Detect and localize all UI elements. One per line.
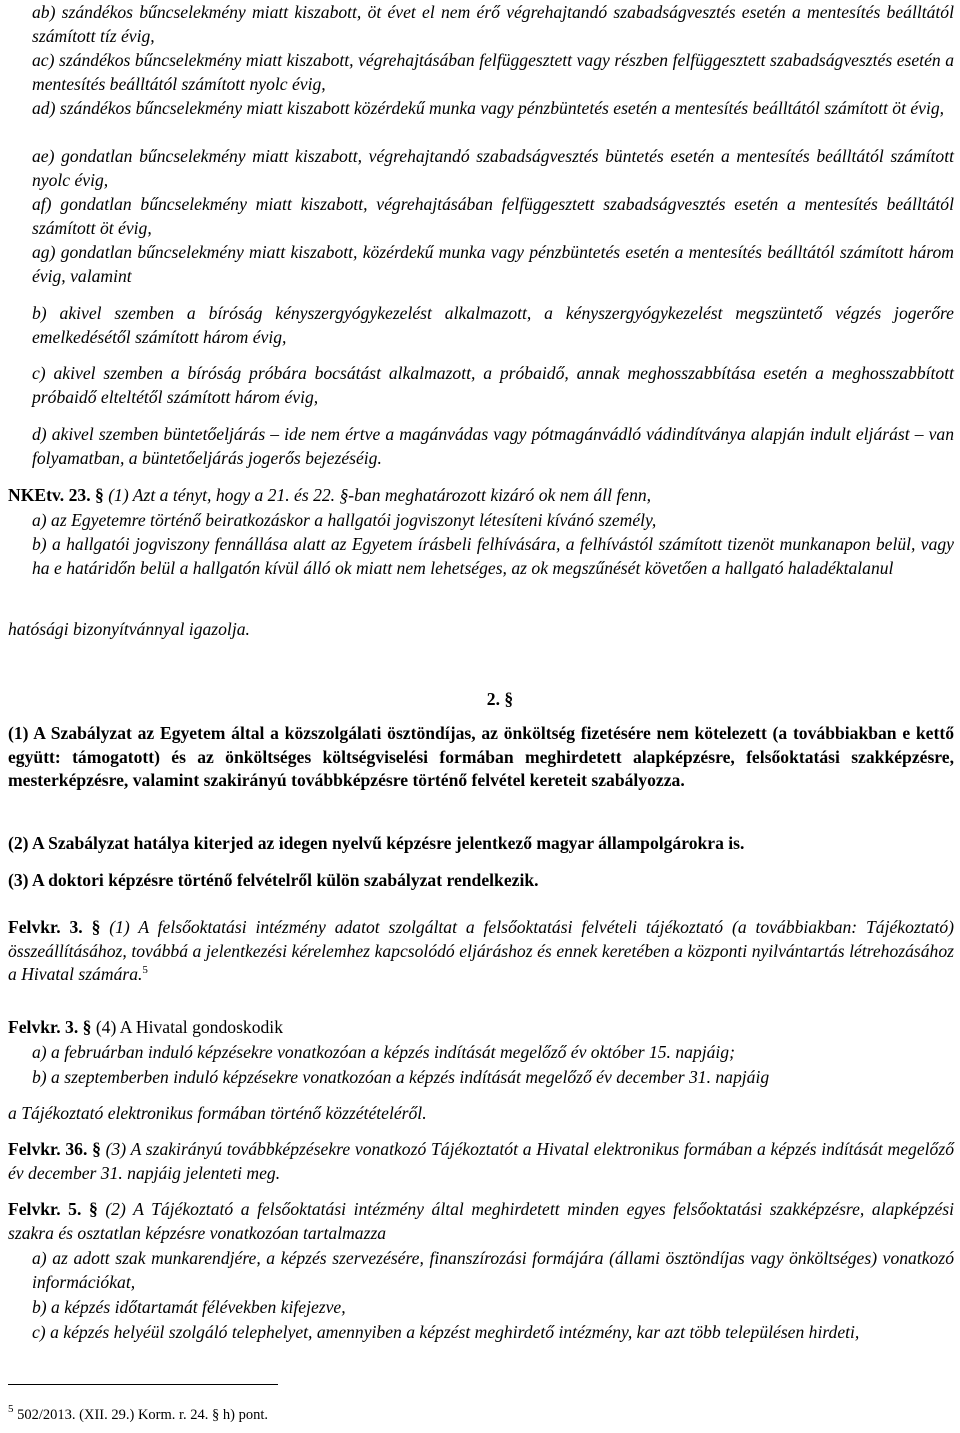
section-number: 2. §	[486, 689, 514, 709]
felvkr3-4-ref: Felvkr. 3. §	[8, 1017, 92, 1037]
felvkr5-item-c: c) a képzés helyéül szolgáló telephelyet, amennyiben a képzést meghirdető intézmény, kar azt több településen hirdeti,	[32, 1322, 860, 1342]
list-item-af: af) gondatlan bűncselekmény miatt kiszabott, végrehajtásában felfüggesztett szabadságvesztés esetén a mentesítés beálltától számított öt évig,	[32, 194, 954, 238]
list-item-ae: ae) gondatlan bűncselekmény miatt kiszabott, végrehajtandó szabadságvesztés büntetés esetén a mentesítés beálltától számított nyolc évig,	[32, 146, 954, 190]
felvkr5-item-b: b) a képzés időtartamát félévekben kifejezve,	[32, 1297, 346, 1317]
nketv-paragraph	[8, 484, 954, 508]
felvkr3-1-text: (1) A felsőoktatási intézmény adatot szolgáltat a felsőoktatási felvételi tájékoztató (a továbbiakban: Tájékoztató) összeállításához, továbbá a jelentkezési kérelemhez kapcsolódó eljáráshoz és ennek keretében a központi nyilvántartás létrehozásához a Hivatal számára.	[8, 917, 954, 985]
felvkr5-text: (2) A Tájékoztató a felsőoktatási intézmény által meghirdetett minden egyes felsőoktatási szakképzésre, alapképzési szakra és osztatlan képzésre vonatkozóan tartalmazza	[8, 1199, 954, 1243]
felvkr3-4-item-b: b) a szeptemberben induló képzésekre vonatkozóan a képzés indítását megelőző év december 31. napjáig	[32, 1067, 770, 1087]
felvkr5-item-a: a) az adott szak munkarendjére, a képzés szervezésére, finanszírozási formájára (állami ösztöndíjas vagy önköltséges) vonatkozó információkat,	[32, 1248, 954, 1292]
point-b: b) akivel szemben a bíróság kényszergyógykezelést alkalmazott, a kényszergyógykezelést megszüntető végzés jogerőre emelkedésétől számított három évig,	[32, 303, 954, 347]
footnote	[8, 1403, 269, 1424]
list-item-ac: ac) szándékos bűncselekmény miatt kiszabott, végrehajtásában felfüggesztett vagy részben felfüggesztett szabadságvesztés esetén a mentesítés beálltától számított nyolc évig,	[32, 50, 954, 94]
nketv-item-b: b) a hallgatói jogviszony fennállása alatt az Egyetem írásbeli felhívására, a felhívástól számított tizenöt munkanapon belül, vagy ha e határidőn belül a hallgatón kívül álló ok miatt nem lehetséges, az ok megszűnését követően a hallgató haladéktalanul	[32, 534, 954, 578]
section-para-1: (1) A Szabályzat az Egyetem által a közszolgálati ösztöndíjas, az önköltség fizetésére nem kötelezett (a továbbiakban e kettő együtt: támogatott) és az önköltséges költségviselési formában meghirdetett alapképzésre, felsőoktatási szakképzésre, mesterképzésre, valamint szakirányú továbbképzésre történő felvétel kereteit szabályozza.	[8, 723, 954, 791]
felvkr36-ref: Felvkr. 36. §	[8, 1139, 101, 1159]
felvkr5-ref: Felvkr. 5. §	[8, 1199, 98, 1219]
felvkr36-text: (3) A szakirányú továbbképzésekre vonatkozó Tájékoztatót a Hivatal elektronikus formában a képzés indítását megelőző év december 31. napjáig jelenteti meg.	[8, 1139, 954, 1183]
felvkr5-paragraph	[8, 1198, 954, 1245]
section-para-3: (3) A doktori képzésre történő felvételről külön szabályzat rendelkezik.	[8, 870, 539, 890]
footnote-reference[interactable]: 5	[142, 964, 148, 977]
felvkr3-4-paragraph	[8, 1016, 954, 1040]
footnote-divider	[8, 1384, 278, 1385]
nketv-item-a: a) az Egyetemre történő beiratkozáskor a hallgatói jogviszonyt létesíteni kívánó személy,	[32, 510, 657, 530]
footnote-text: 502/2013. (XII. 29.) Korm. r. 24. § h) pont.	[13, 1407, 269, 1423]
nketv-ref: NKEtv. 23. §	[8, 485, 104, 505]
point-c: c) akivel szemben a bíróság próbára bocsátást alkalmazott, a próbaidő, annak meghosszabbítása esetén a meghosszabbított próbaidő elteltétől számított három évig,	[32, 363, 954, 407]
point-d: d) akivel szemben büntetőeljárás – ide nem értve a magánvádas vagy pótmagánvádló vádindítványa alapján indult eljárást – van folyamatban, a büntetőeljárás jogerős bejezéséig.	[32, 424, 954, 468]
list-item-ab: ab) szándékos bűncselekmény miatt kiszabott, öt évet el nem érő végrehajtandó szabadságvesztés esetén a mentesítés beálltától számított tíz évig,	[32, 2, 954, 46]
felvkr3-1-paragraph	[8, 916, 954, 987]
felvkr3-1-ref: Felvkr. 3. §	[8, 917, 101, 937]
list-item-ad: ad) szándékos bűncselekmény miatt kiszabott közérdekű munka vagy pénzbüntetés esetén a mentesítés beálltától számított öt évig,	[32, 98, 945, 118]
felvkr3-4-text: (4) A Hivatal gondoskodik	[91, 1017, 283, 1037]
list-item-ag: ag) gondatlan bűncselekmény miatt kiszabott, közérdekű munka vagy pénzbüntetés esetén a mentesítés beálltától számított három évig, valamint	[32, 242, 954, 286]
nketv-text: (1) Azt a tényt, hogy a 21. és 22. §-ban meghatározott kizáró ok nem áll fenn,	[103, 485, 652, 505]
nketv-closing: hatósági bizonyítvánnyal igazolja.	[8, 619, 250, 639]
footnote-mark: 5	[8, 1403, 14, 1415]
section-para-2: (2) A Szabályzat hatálya kiterjed az idegen nyelvű képzésre jelentkező magyar állampolgárokra is.	[8, 833, 745, 853]
felvkr3-4-closing: a Tájékoztató elektronikus formában történő közzétételéről.	[8, 1103, 427, 1123]
felvkr3-4-item-a: a) a februárban induló képzésekre vonatkozóan a képzés indítását megelőző év október 15. napjáig;	[32, 1042, 735, 1062]
felvkr36-paragraph	[8, 1138, 954, 1185]
